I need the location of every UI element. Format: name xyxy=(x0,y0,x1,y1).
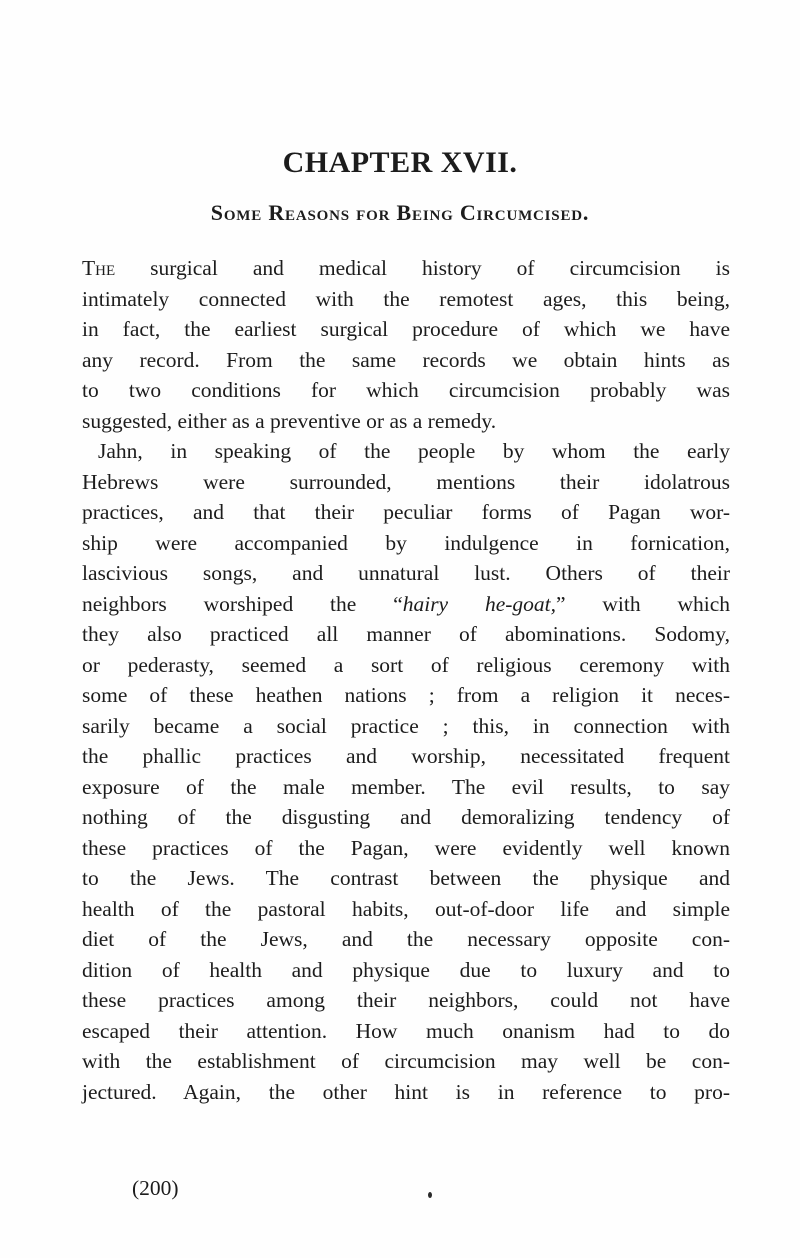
text-line: any record. From the same records we obtain hints as xyxy=(82,347,730,372)
text-line: lascivious songs, and unnatural lust. Others of their xyxy=(82,561,730,585)
section-title: Some Reasons for Being Circumcised. xyxy=(210,200,590,225)
text-line: in fact, the earliest surgical procedure of which we have xyxy=(82,317,730,341)
italic-phrase: hairy he-goat, xyxy=(402,591,556,616)
text-line: practices, and that their peculiar forms of Pagan wor- xyxy=(82,500,730,524)
text-line: the phallic practices and worship, necessitated frequent xyxy=(82,744,730,768)
text-line: Jahn, in speaking of the people by whom the early xyxy=(98,439,730,463)
body-text xyxy=(82,253,730,1107)
ink-speck xyxy=(428,1192,432,1198)
text-line: The surgical and medical history of circumcision is xyxy=(82,256,730,280)
text-line: these practices among their neighbors, could not have xyxy=(82,988,730,1012)
text-line: to two conditions for which circumcision probably was xyxy=(82,378,730,402)
text-line: suggested, either as a preventive or as a remedy. xyxy=(82,408,497,433)
text-line: to the Jews. The contrast between the physique and xyxy=(82,866,730,890)
text-line: ship were accompanied by indulgence in fornication, xyxy=(82,530,730,555)
text-line: nothing of the disgusting and demoralizing tendency of xyxy=(82,805,730,829)
text-line: health of the pastoral habits, out-of-door life and simple xyxy=(82,896,730,921)
text-line: or pederasty, seemed a sort of religious ceremony with xyxy=(82,652,730,677)
text-line: exposure of the male member. The evil results, to say xyxy=(82,774,730,799)
text-line: these practices of the Pagan, were evidently well known xyxy=(82,835,730,860)
text-line: with the establishment of circumcision may well be con- xyxy=(82,1049,730,1073)
page-number: (200) xyxy=(132,1176,179,1200)
text-line: sarily became a social practice ; this, in connection with xyxy=(82,713,730,738)
lead-word: The xyxy=(82,256,116,280)
text-line: diet of the Jews, and the necessary opposite con- xyxy=(82,927,730,951)
text-line: Hebrews were surrounded, mentions their idolatrous xyxy=(82,469,730,494)
text-line: they also practiced all manner of abominations. Sodomy, xyxy=(82,622,730,646)
text-line: neighbors worshiped the “hairy he-goat,” with which xyxy=(82,591,731,616)
chapter-title: CHAPTER XVII. xyxy=(282,146,518,179)
text-line: intimately connected with the remotest ages, this being, xyxy=(82,286,730,311)
text-line: some of these heathen nations ; from a religion it neces- xyxy=(82,683,730,707)
text-line: escaped their attention. How much onanism had to do xyxy=(82,1018,730,1043)
text-line: jectured. Again, the other hint is in reference to pro- xyxy=(82,1079,730,1104)
text-line: dition of health and physique due to luxury and to xyxy=(82,957,730,982)
